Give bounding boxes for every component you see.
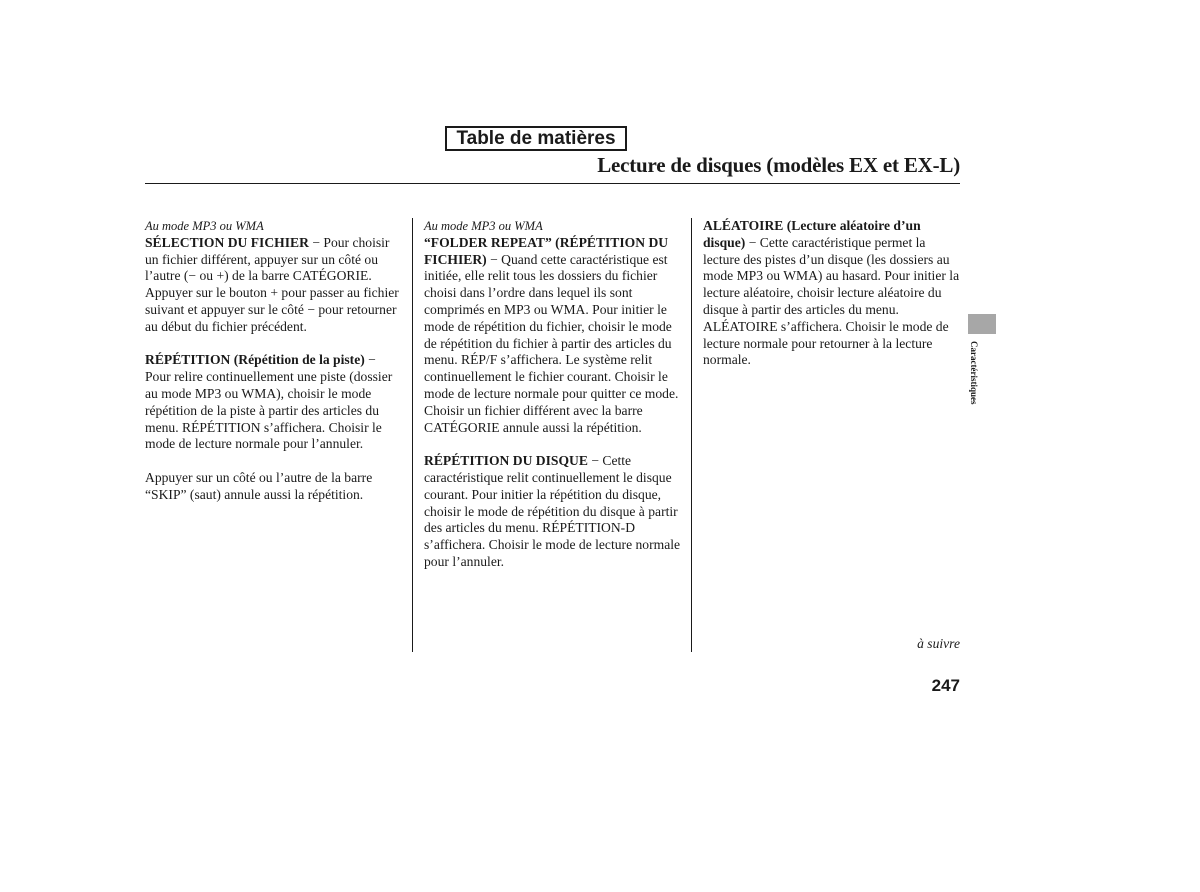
section-tab-label: Caractéristiques (969, 341, 979, 405)
paragraph-body: − Pour relire continuellement une piste (dossier au mode MP3 ou WMA), choisir le mode répétition de la piste à partir des articles du menu. RÉPÉTITION s’affichera. Choisir le mode de lecture normale pour l’annuler. (145, 352, 393, 452)
paragraph-random-play (703, 218, 963, 369)
paragraph-title: RÉPÉTITION (Répétition de la piste) (145, 352, 365, 368)
paragraph-body: − Quand cette caractéristique est initiée, elle relit tous les dossiers du fichier choisi dans l’ordre dans lequel ils sont comprimés en MP3 ou WMA. Pour initier le mode de répétition du fichier, choisir le mode de répétition du fichier à partir des articles du menu. RÉP/F s’affichera. Le système relit continuellement le fichier courant. Choisir le mode de lecture normale pour quitter ce mode. Choisir un fichier différent avec la barre CATÉGORIE annule aussi la répétition. (424, 251, 679, 435)
column-divider (691, 218, 692, 652)
paragraph-body: − Cette caractéristique permet la lecture des pistes d’un disque (les dossiers au mode MP3 ou WMA) au hasard. Pour initier la lecture aléatoire, choisir lecture aléatoire du disque à partir des articles du menu. ALÉATOIRE s’affichera. Choisir le mode de lecture normale pour retourner à la lecture normale. (703, 234, 960, 368)
paragraph-folder-repeat (424, 235, 682, 437)
table-of-contents-button[interactable] (445, 126, 627, 151)
paragraph-body: Appuyer sur un côté ou l’autre de la barre “SKIP” (saut) annule aussi la répétition. (145, 469, 373, 502)
paragraph-skip-note (145, 470, 403, 504)
paragraph-track-repeat (145, 352, 403, 453)
paragraph-title: RÉPÉTITION DU DISQUE (424, 453, 588, 469)
page-number: 247 (931, 676, 960, 695)
column-divider (412, 218, 413, 652)
paragraph-title: ALÉATOIRE (Lecture aléatoire d’un disque) (703, 218, 921, 250)
paragraph-title: SÉLECTION DU FICHIER (145, 234, 309, 250)
paragraph-file-selection (145, 235, 403, 336)
table-of-contents-label: Table de matières (456, 127, 616, 149)
text-column-3 (703, 218, 963, 386)
page-title: Lecture de disques (modèles EX et EX-L) (597, 153, 960, 177)
header-divider (145, 183, 960, 184)
column-subheading: Au mode MP3 ou WMA (145, 219, 264, 233)
paragraph-body: − Pour choisir un fichier différent, appuyer sur un côté ou l’autre (− ou +) de la barre CATÉGORIE. Appuyer sur le bouton + pour passer au fichier suivant et appuyer sur le côté − pour retourner au début du fichier précédent. (145, 234, 399, 334)
paragraph-title: “FOLDER REPEAT” (RÉPÉTITION DU FICHIER) (424, 234, 669, 267)
paragraph-body: − Cette caractéristique relit continuellement le disque courant. Pour initier la répétition du disque, choisir le mode de répétition du disque à partir des articles du menu. RÉPÉTITION-D s’affichera. Choisir le mode de lecture normale pour l’annuler. (424, 453, 681, 569)
paragraph-disc-repeat (424, 453, 682, 571)
column-subheading: Au mode MP3 ou WMA (424, 219, 543, 233)
text-column-2 (424, 218, 682, 588)
section-tab-marker (968, 314, 996, 334)
text-column-1 (145, 218, 403, 520)
continued-note: à suivre (917, 636, 960, 651)
